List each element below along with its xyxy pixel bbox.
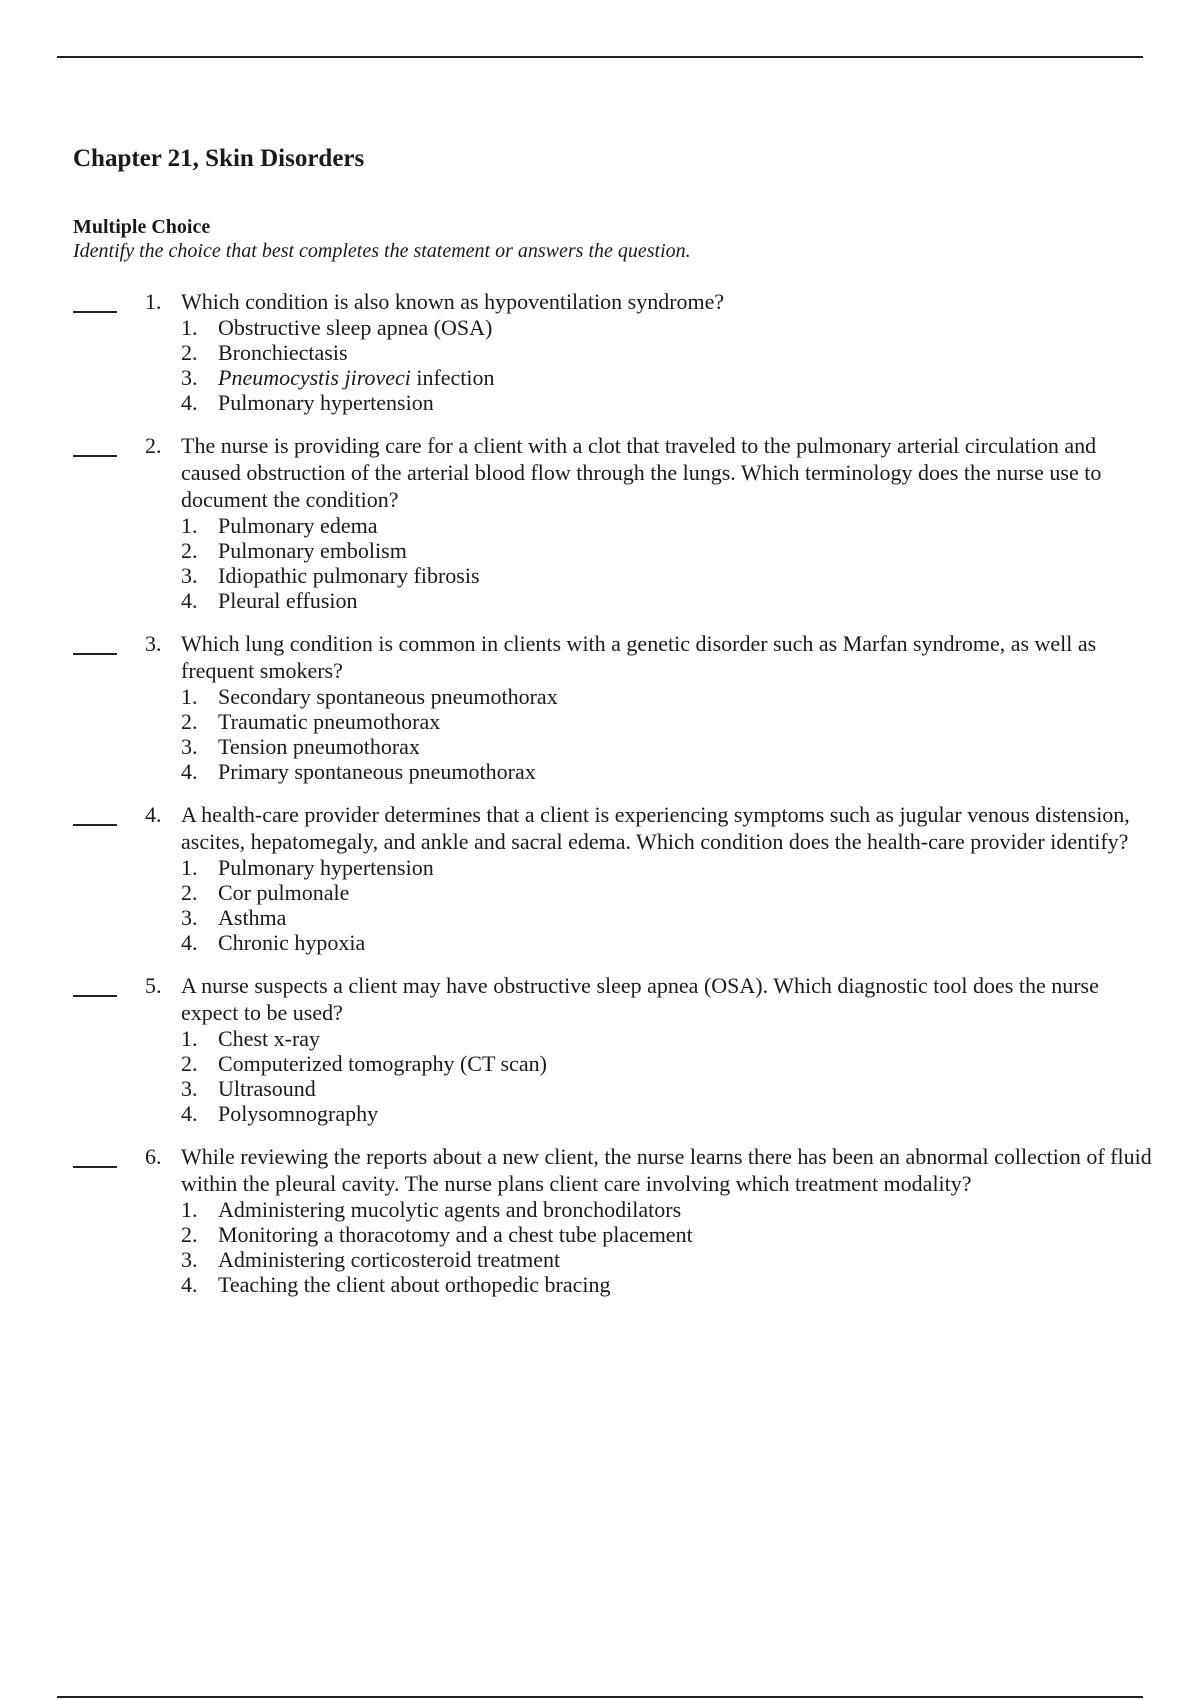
question-body bbox=[181, 288, 1156, 415]
answer-choice bbox=[181, 588, 1156, 613]
question-number: 1. bbox=[145, 289, 162, 314]
question-item bbox=[0, 630, 1200, 784]
answer-choice bbox=[181, 880, 1156, 905]
choice-number: 2. bbox=[181, 538, 198, 563]
question-item bbox=[0, 801, 1200, 955]
page-title: Chapter 21, Skin Disorders bbox=[73, 145, 365, 172]
choice-number: 4. bbox=[181, 930, 198, 955]
answer-blank[interactable] bbox=[73, 995, 117, 997]
bottom-rule bbox=[57, 1696, 1143, 1698]
answer-choice bbox=[181, 759, 1156, 784]
answer-choice bbox=[181, 1247, 1156, 1272]
answer-choice bbox=[181, 734, 1156, 759]
choice-text: Obstructive sleep apnea (OSA) bbox=[218, 315, 493, 340]
choice-number: 2. bbox=[181, 1222, 198, 1247]
choice-text: Pulmonary embolism bbox=[218, 538, 407, 563]
choice-number: 3. bbox=[181, 734, 198, 759]
answer-choice bbox=[181, 315, 1156, 340]
question-number: 4. bbox=[145, 802, 162, 827]
choice-number: 4. bbox=[181, 1272, 198, 1297]
question-number: 3. bbox=[145, 631, 162, 656]
choice-text: Pulmonary hypertension bbox=[218, 390, 434, 415]
answer-choice bbox=[181, 855, 1156, 880]
choice-text: Primary spontaneous pneumothorax bbox=[218, 759, 536, 784]
choice-list bbox=[181, 1026, 1156, 1126]
choice-text: Chest x-ray bbox=[218, 1026, 321, 1051]
answer-choice bbox=[181, 563, 1156, 588]
answer-choice bbox=[181, 340, 1156, 365]
choice-number: 1. bbox=[181, 1197, 198, 1222]
answer-choice bbox=[181, 513, 1156, 538]
choice-number: 1. bbox=[181, 315, 198, 340]
choice-list bbox=[181, 315, 1156, 415]
question-body bbox=[181, 801, 1156, 955]
choice-text: Administering corticosteroid treatment bbox=[218, 1247, 561, 1272]
choice-text: Monitoring a thoracotomy and a chest tube placement bbox=[218, 1222, 693, 1247]
question-number: 6. bbox=[145, 1144, 162, 1169]
choice-number: 2. bbox=[181, 880, 198, 905]
choice-list bbox=[181, 855, 1156, 955]
answer-blank[interactable] bbox=[73, 455, 117, 457]
choice-text: Ultrasound bbox=[218, 1076, 316, 1101]
choice-text: Computerized tomography (CT scan) bbox=[218, 1051, 547, 1076]
section-instructions: Identify the choice that best completes the statement or answers the question. bbox=[73, 240, 691, 262]
answer-choice bbox=[181, 1026, 1156, 1051]
choice-number: 3. bbox=[181, 563, 198, 588]
choice-text: Bronchiectasis bbox=[218, 340, 348, 365]
question-stem: Which lung condition is common in clients with a genetic disorder such as Marfan syndrome, as well as frequent smokers? bbox=[181, 631, 1097, 683]
question-number: 5. bbox=[145, 973, 162, 998]
answer-blank[interactable] bbox=[73, 653, 117, 655]
choice-number: 3. bbox=[181, 365, 198, 390]
choice-text: Pulmonary hypertension bbox=[218, 855, 434, 880]
choice-number: 1. bbox=[181, 855, 198, 880]
choice-text: Secondary spontaneous pneumothorax bbox=[218, 684, 558, 709]
choice-list bbox=[181, 1197, 1156, 1297]
answer-choice bbox=[181, 1197, 1156, 1222]
choice-text: Asthma bbox=[218, 905, 287, 930]
answer-choice bbox=[181, 930, 1156, 955]
question-list bbox=[0, 288, 1200, 1314]
top-rule bbox=[57, 56, 1143, 58]
question-stem: A nurse suspects a client may have obstructive sleep apnea (OSA). Which diagnostic tool does the nurse expect to be used? bbox=[181, 973, 1099, 1025]
question-body bbox=[181, 972, 1156, 1126]
question-item bbox=[0, 1143, 1200, 1297]
choice-number: 1. bbox=[181, 513, 198, 538]
choice-text: Pulmonary edema bbox=[218, 513, 378, 538]
answer-blank[interactable] bbox=[73, 311, 117, 313]
choice-number: 4. bbox=[181, 1101, 198, 1126]
question-stem: The nurse is providing care for a client with a clot that traveled to the pulmonary arterial circulation and caused obstruction of the arterial blood flow through the lungs. Which terminology does the nurse use to document the condition? bbox=[181, 433, 1102, 512]
answer-choice bbox=[181, 1272, 1156, 1297]
choice-text: Cor pulmonale bbox=[218, 880, 350, 905]
answer-choice bbox=[181, 684, 1156, 709]
answer-choice bbox=[181, 1101, 1156, 1126]
choice-number: 4. bbox=[181, 390, 198, 415]
choice-number: 1. bbox=[181, 1026, 198, 1051]
section-heading: Multiple Choice bbox=[73, 216, 211, 238]
question-body bbox=[181, 432, 1156, 613]
answer-choice bbox=[181, 390, 1156, 415]
answer-choice bbox=[181, 1076, 1156, 1101]
choice-number: 4. bbox=[181, 588, 198, 613]
choice-text: Pleural effusion bbox=[218, 588, 358, 613]
question-number: 2. bbox=[145, 433, 162, 458]
answer-choice bbox=[181, 709, 1156, 734]
answer-choice bbox=[181, 538, 1156, 563]
question-item bbox=[0, 288, 1200, 415]
choice-number: 2. bbox=[181, 709, 198, 734]
choice-text: Chronic hypoxia bbox=[218, 930, 366, 955]
choice-number: 2. bbox=[181, 1051, 198, 1076]
choice-text: Idiopathic pulmonary fibrosis bbox=[218, 563, 480, 588]
answer-choice bbox=[181, 905, 1156, 930]
question-stem: While reviewing the reports about a new client, the nurse learns there has been an abnormal collection of fluid within the pleural cavity. The nurse plans client care involving which treatment modality? bbox=[181, 1144, 1152, 1196]
answer-choice bbox=[181, 1051, 1156, 1076]
question-item bbox=[0, 432, 1200, 613]
choice-list bbox=[181, 684, 1156, 784]
choice-list bbox=[181, 513, 1156, 613]
question-stem: Which condition is also known as hypoventilation syndrome? bbox=[181, 289, 725, 314]
answer-blank[interactable] bbox=[73, 824, 117, 826]
choice-text: Administering mucolytic agents and bronchodilators bbox=[218, 1197, 682, 1222]
choice-number: 3. bbox=[181, 1076, 198, 1101]
choice-text: Polysomnography bbox=[218, 1101, 379, 1126]
answer-choice bbox=[181, 1222, 1156, 1247]
choice-text: Tension pneumothorax bbox=[218, 734, 420, 759]
question-item bbox=[0, 972, 1200, 1126]
answer-choice bbox=[181, 365, 1156, 390]
choice-number: 3. bbox=[181, 1247, 198, 1272]
question-body bbox=[181, 630, 1156, 784]
choice-number: 3. bbox=[181, 905, 198, 930]
question-body bbox=[181, 1143, 1156, 1297]
choice-number: 1. bbox=[181, 684, 198, 709]
choice-number: 2. bbox=[181, 340, 198, 365]
choice-text: Traumatic pneumothorax bbox=[218, 709, 441, 734]
choice-text-rest: infection bbox=[410, 365, 495, 390]
choice-number: 4. bbox=[181, 759, 198, 784]
choice-text: Teaching the client about orthopedic bracing bbox=[218, 1272, 611, 1297]
answer-blank[interactable] bbox=[73, 1166, 117, 1168]
question-stem: A health-care provider determines that a client is experiencing symptoms such as jugular venous distension, ascites, hepatomegaly, and ankle and sacral edema. Which condition does the health-care provider identify? bbox=[181, 802, 1130, 854]
choice-text bbox=[218, 365, 1156, 390]
choice-text-italic: Pneumocystis jiroveci bbox=[218, 365, 411, 390]
